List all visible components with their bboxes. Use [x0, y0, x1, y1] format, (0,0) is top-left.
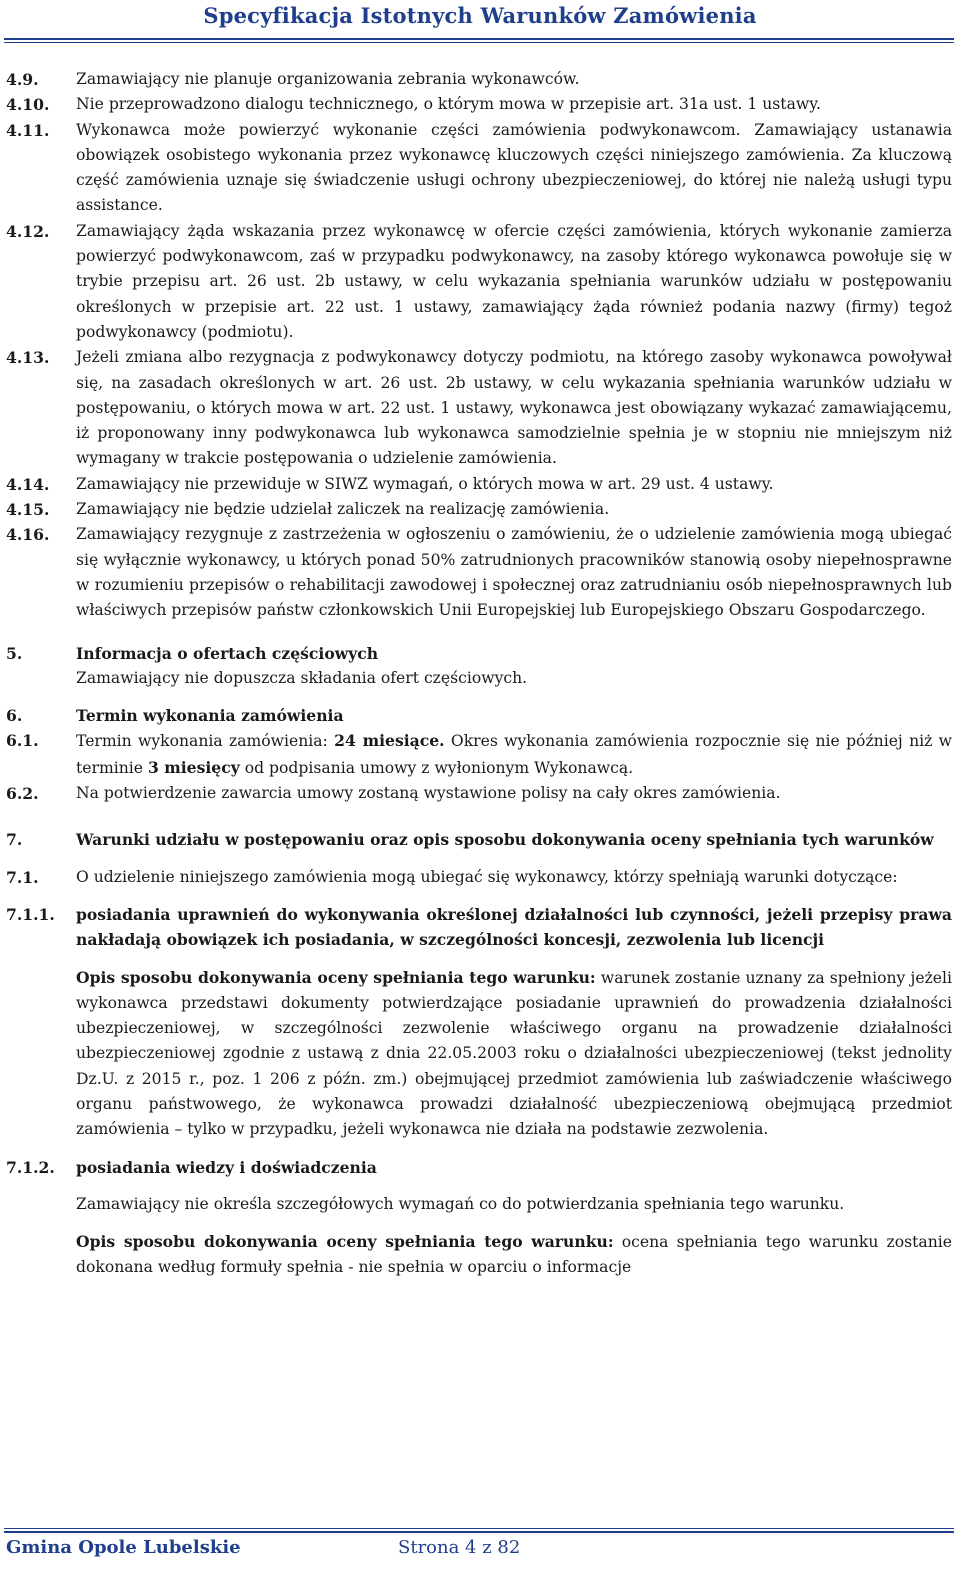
list-item [6, 865, 952, 890]
list-item [6, 522, 952, 623]
item-text: Zamawiający rezygnuje z zastrzeżenia w ogłoszeniu o zamówieniu, że o udzielenie zamówienia mogą ubiegać się wyłącznie wykonawcy, u których ponad 50% zatrudnionych pracowników stanowią osoby niepełnosprawne w rozumieniu przepisów o rehabilitacji zawodowej i społecznej oraz zatrudnianiu osób niepełnosprawnych lub właściwych przepisów państw członkowskich Unii Europejskiej lub Europejskiego Obszaru Gospodarczego. [76, 525, 952, 620]
page-number: Strona 4 z 82 [398, 1537, 521, 1558]
subsection-title: posiadania wiedzy i doświadczenia [76, 1157, 377, 1177]
assessment-description: Opis sposobu dokonywania oceny spełniania tego warunku: warunek zostanie uznany za spełniony jeżeli wykonawca przedstawi dokumenty potwierdzające posiadanie uprawnień do prowadzenia działalności ubezpieczeniowej, w szczególności zezwolenie właściwego organu na prowadzenie działalności ubezpieczeniowej zgodnie z ustawą z dnia 22.05.2003 roku o działalności ubezpieczeniowej (tekst jednolity Dz.U. z 2015 r., poz. 1 206 z późn. zm.) obejmującej przedmiot zamówienia lub zaświadczenie właściwego organu państwowego, że wykonawca prowadzi działalność ubezpieczeniową obejmującą przedmiot zamówienia – tylko w przypadku, jeżeli wykonawca nie działa na podstawie zezwolenia. [76, 967, 952, 1139]
item-number: 4.10. [6, 95, 50, 115]
section-title: Informacja o ofertach częściowych [76, 643, 379, 663]
list-item [6, 728, 952, 781]
item-text: Zamawiający nie planuje organizowania zebrania wykonawców. [76, 70, 580, 88]
item-number: 4.15. [6, 500, 50, 520]
list-item [6, 92, 952, 117]
section-title: Warunki udziału w postępowaniu oraz opis sposobu dokonywania oceny spełniania tych warunków [76, 830, 934, 850]
section-4-items [6, 67, 952, 624]
item-text: Wykonawca może powierzyć wykonanie części zamówienia podwykonawcom. Zamawiający ustanawia obowiązek osobistego wykonania przez wykonawcę kluczowych części niniejszego zamówienia. Za kluczową część zamówienia uznaje się świadczenie usługi ochrony ubezpieczeniowej, do której nie należą usługi typu assistance. [76, 120, 952, 215]
section-title: Termin wykonania zamówienia [76, 706, 344, 726]
list-item [6, 118, 952, 219]
list-item [6, 67, 952, 92]
page-title: Specyfikacja Istotnych Warunków Zamówienia [203, 3, 757, 28]
item-number: 7.1.1. [6, 904, 55, 924]
list-item [6, 219, 952, 345]
list-item [6, 781, 952, 806]
subsection-heading [6, 1155, 952, 1180]
item-number: 4.16. [6, 525, 50, 545]
item-number: 7.1.2. [6, 1157, 55, 1177]
item-number: 7.1. [6, 867, 39, 887]
item-number: 6.1. [6, 731, 39, 751]
assessment-description: Opis sposobu dokonywania oceny spełniania tego warunku: ocena spełniania tego warunku zostanie dokonana według formuły spełnia - nie spełnia w oparciu o informacje [76, 1232, 952, 1277]
subsection-title: posiadania uprawnień do wykonywania określonej działalności lub czynności, jeżeli przepisy prawa nakładają obowiązek ich posiadania, w szczególności koncesji, zezwolenia lub licencji [76, 904, 952, 950]
item-text: O udzielenie niniejszego zamówienia mogą ubiegać się wykonawcy, którzy spełniają warunki dotyczące: [76, 867, 898, 886]
item-number: 4.11. [6, 120, 50, 140]
list-item [6, 472, 952, 497]
item-text: Na potwierdzenie zawarcia umowy zostaną wystawione polisy na cały okres zamówienia. [76, 784, 781, 803]
footer-issuer: Gmina Opole Lubelskie [6, 1537, 241, 1558]
item-number: 4.13. [6, 348, 50, 368]
item-text: Zamawiający nie będzie udzielał zaliczek na realizację zamówienia. [76, 500, 610, 519]
item-number: 4.9. [6, 70, 39, 89]
list-item [6, 497, 952, 522]
item-number: 4.12. [6, 221, 50, 241]
section-5-heading [6, 641, 952, 666]
section-6-heading [6, 703, 952, 728]
footer-divider [4, 1528, 954, 1533]
section-7-heading [6, 827, 952, 852]
item-text: Termin wykonania zamówienia: 24 miesiące. Okres wykonania zamówienia rozpocznie się nie później niż w terminie 3 miesięcy od podpisania umowy z wyłonionym Wykonawcą. [76, 731, 952, 777]
document-body [6, 67, 952, 1281]
section-number: 5. [6, 643, 23, 663]
item-text: Nie przeprowadzono dialogu technicznego, o którym mowa w przepisie art. 31a ust. 1 ustawy. [76, 95, 821, 114]
section-number: 7. [6, 830, 23, 850]
item-text: Zamawiający żąda wskazania przez wykonawcę w ofercie części zamówienia, których wykonanie zamierza powierzyć podwykonawcom, zaś w przypadku podwykonawcy, na zasoby którego wykonawca powołuje się w trybie przepisu art. 26 ust. 2b ustawy, w celu wykazania spełniania warunków udziału w postępowaniu określonych w przepisie art. 22 ust. 1 ustawy, zamawiający żąda również podania nazwy (firmy) tegoż podwykonawcy (podmiotu). [76, 221, 952, 341]
item-number: 6.2. [6, 784, 39, 804]
item-text: Jeżeli zmiana albo rezygnacja z podwykonawcy dotyczy podmiotu, na którego zasoby wykonawca powoływał się, na zasadach określonych w art. 26 ust. 2b ustawy, w celu wykazania spełniania warunków udziału w postępowaniu, o których mowa w art. 22 ust. 1 ustawy, wykonawca jest obowiązany wykazać zamawiającemu, iż proponowany inny podwykonawca lub wykonawca samodzielnie spełnia je w stopniu nie mniejszym niż wymagany w trakcie postępowania o udzielenie zamówienia. [76, 348, 952, 468]
subsection-heading [6, 902, 952, 953]
item-text: Zamawiający nie przewiduje w SIWZ wymagań, o których mowa w art. 29 ust. 4 ustawy. [76, 474, 774, 493]
section-number: 6. [6, 706, 23, 726]
item-number: 4.14. [6, 474, 50, 494]
subsection-text: Zamawiający nie określa szczegółowych wymagań co do potwierdzania spełniania tego warunku. [76, 1194, 845, 1213]
list-item [6, 345, 952, 471]
section-5-text: Zamawiający nie dopuszcza składania ofert częściowych. [76, 668, 528, 687]
